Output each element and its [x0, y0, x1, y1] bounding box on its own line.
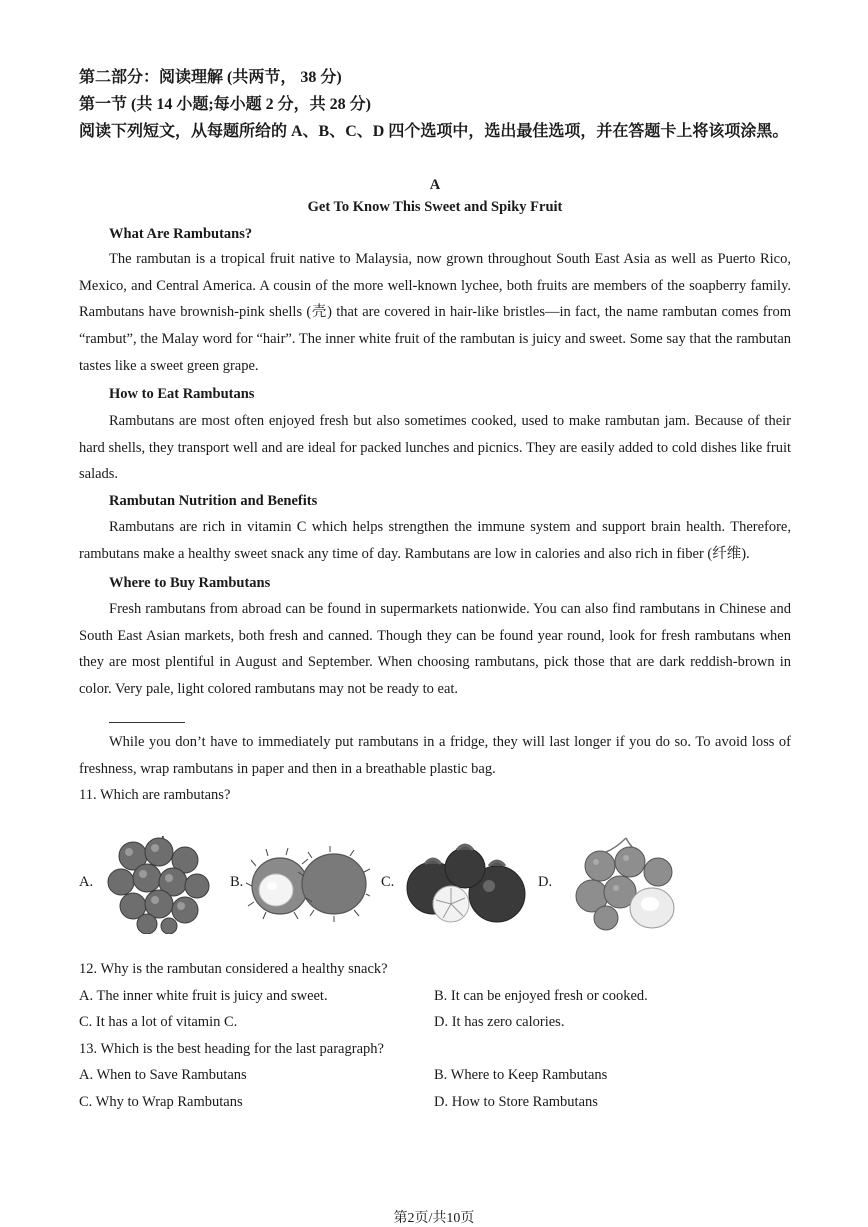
passage-letter: A — [429, 177, 441, 193]
paragraph-nutrition: Rambutans are rich in vitamin C which helps strengthen the immune system and support brain health. Therefore, rambutans make a healthy sweet snack any time of day. Rambutans are low in calories and also rich in fiber (纤维). — [79, 519, 791, 562]
q13-option-c: C. Why to Wrap Rambutans — [79, 1094, 243, 1110]
q12-option-d: D. It has zero calories. — [434, 1014, 565, 1030]
question-11-stem: 11. Which are rambutans? — [79, 787, 231, 803]
section-heading-how-to-eat: How to Eat Rambutans — [109, 386, 255, 402]
q13-option-d: D. How to Store Rambutans — [434, 1094, 598, 1110]
q13-option-a: A. When to Save Rambutans — [79, 1067, 247, 1083]
q11-label-d: D. — [538, 874, 553, 890]
paragraph-how-to-eat: Rambutans are most often enjoyed fresh but also sometimes cooked, used to make rambutan jam. Because of their hard shells, they transport well and are ideal for packed lunches and picnics. They are easily added to cold dishes like fruit salads. — [79, 413, 791, 483]
fruit-image-d — [570, 836, 682, 932]
section-heading-where-to-buy: Where to Buy Rambutans — [109, 575, 271, 591]
paragraph-where-to-buy: Fresh rambutans from abroad can be found in supermarkets nationwide. You can also find rambutans in Chinese and South East Asian markets, both fresh and canned. Though they can be found year round, look for fresh rambutans when they are most plentiful in August and September. When choosing rambutans, pick those that are dark reddish-brown in color. Very pale, light colored rambutans may not be ready to eat. — [79, 601, 791, 698]
fruit-image-a — [103, 832, 215, 934]
paragraph-what: The rambutan is a tropical fruit native to Malaysia, now grown throughout South East Asia as well as Puerto Rico, Mexico, and Central America. A cousin of the more well-known lychee, both fruits are members of the soapberry family. Rambutans have brownish-pink shells (壳) that are covered in hair-like bristles—in fact, the name rambutan comes from “rambut”, the Malay word for “hair”. The inner white fruit of the rambutan is juicy and sweet. Some say that the rambutan tastes like a sweet green grape. — [79, 251, 791, 374]
section-heading-what: What Are Rambutans? — [109, 226, 253, 242]
instruction-text: 阅读下列短文，从每题所给的 A、B、C、D 四个选项中，选出最佳选项，并在答题卡上将该项涂黑。 — [79, 123, 789, 140]
q11-label-a: A. — [79, 874, 94, 890]
q12-option-a: A. The inner white fruit is juicy and sweet. — [79, 988, 328, 1004]
q12-option-c: C. It has a lot of vitamin C. — [79, 1014, 238, 1030]
q11-label-b: B. — [230, 874, 244, 890]
q12-option-b: B. It can be enjoyed fresh or cooked. — [434, 988, 648, 1004]
question-12-stem: 12. Why is the rambutan considered a healthy snack? — [79, 961, 388, 977]
part-heading: 第二部分：阅读理解 (共两节， 38 分) — [79, 69, 342, 86]
q11-label-c: C. — [381, 874, 395, 890]
heading-blank-line — [109, 722, 185, 723]
paragraph-last: While you don’t have to immediately put rambutans in a fridge, they will last longer if you do so. To avoid loss of freshness, wrap rambutans in paper and then in a breathable plastic bag. — [79, 734, 791, 777]
page-number: 第2页/共10页 — [393, 1211, 475, 1226]
fruit-image-b — [246, 846, 370, 922]
question-13-stem: 13. Which is the best heading for the last paragraph? — [79, 1041, 384, 1057]
fruit-image-c — [403, 838, 527, 930]
q13-option-b: B. Where to Keep Rambutans — [434, 1067, 608, 1083]
section-heading: 第一节 (共 14 小题;每小题 2 分，共 28 分) — [79, 96, 371, 113]
section-heading-nutrition: Rambutan Nutrition and Benefits — [109, 493, 318, 509]
passage-title: Get To Know This Sweet and Spiky Fruit — [307, 199, 563, 215]
